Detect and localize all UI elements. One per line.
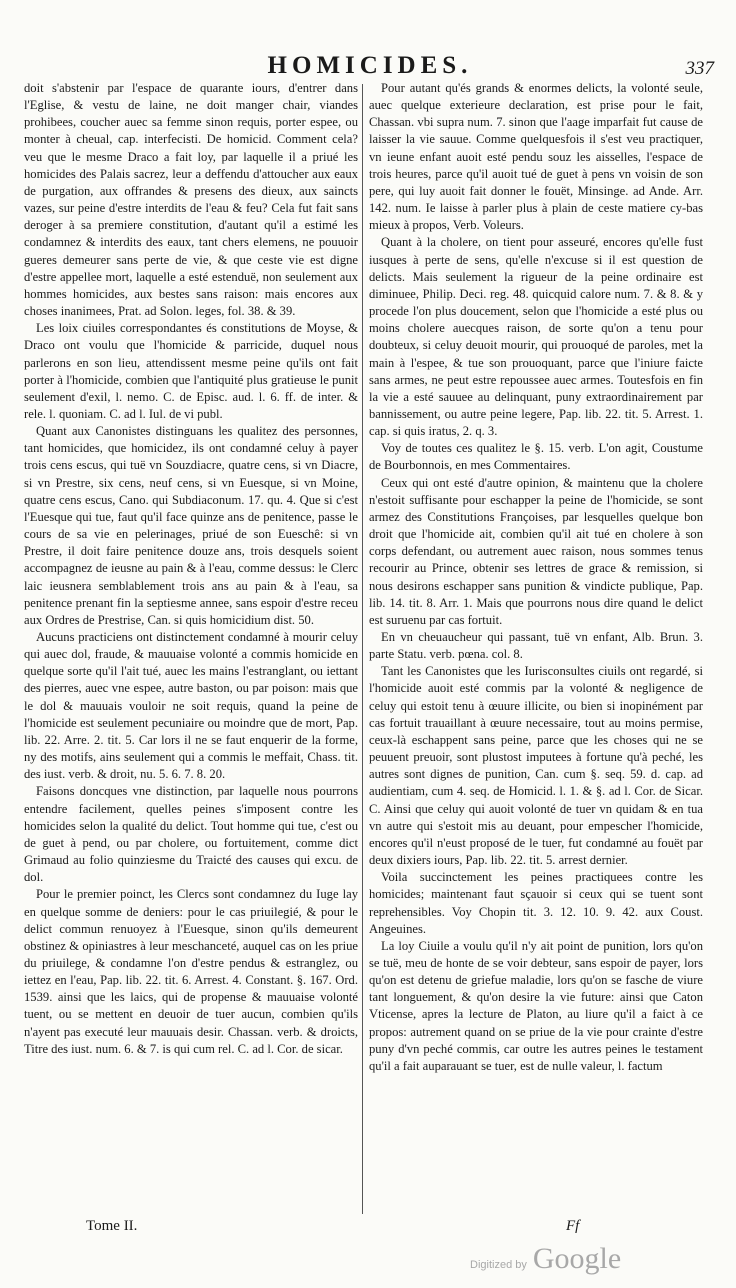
digitized-watermark (470, 1242, 621, 1276)
paragraph: Quant à la cholere, on tient pour asseuré, encores qu'elle fust iusques à perte de sens, qu'elle n'excuse si il est question de delicts. Mais seulement la rigueur de la peine ordinaire est diminuee, Philip. Deci. reg. 48. quicquid calore num. 7. & 8. & y procede l'on plus doucement, selon que l'homicide a esté plus ou moins cholere auecques raison, de sorte qu'on a tenu pour doubteux, si celuy deuoit mourir, qui prouoqué de paroles, met la main à l'espee, & tue son prouoquant, parce que l'iniure faicte sans armes, ne peut estre repoussee auec armes. Toutesfois en fin la vie a esté sauuee au delinquant, puny extraordinairement par bannissement, ou autre peine legere, Pap. lib. 22. tit. 5. Arrest. 1. cap. si quis iratus, 2. q. 3. (369, 235, 703, 439)
paragraph: Pour le premier poinct, les Clercs sont condamnez du Iuge lay en quelque somme de deniers: pour le cas priuilegié, & pour le delict commun renuoyez à l'Euesque, sinon qu'ils demeurent obstinez & opiniastres à leur meschanceté, auquel cas on les priue du priuilege, & condamne l'on d'estre pendus & estranglez, ou iettez en l'eau, Pap. lib. 22. tit. 6. Arrest. 4. Constant. §. 167. Ord. 1539. ainsi que les laics, qui de propense & mauuaise volonté tuent, ou se mettent en deuoir de tuer aucun, combien qu'ils n'ayent pas executé leur mauuais desir. Chassan. verb. & droicts, Titre des iust. num. 6. & 7. is qui cum rel. C. ad l. Cor. de sicar. (24, 887, 358, 1056)
column-divider (362, 84, 363, 1214)
paragraph: Quant aux Canonistes distinguans les qualitez des personnes, tant homicides, que homicidez, ils ont condamné celuy à payer trois cens escus, qui tuë vn Souzdiacre, quatre cens, si vn Diacre, si vn Prestre, six cens, neuf cens, si vn Euesque, si vn Moine, quatre cens escus, Cano. qui Subdiaconum. 17. qu. 4. Que si c'est l'Euesque qui tue, faut qu'il face quinze ans de penitence, passe le cours de sa vie en pelerinages, priué de son Eueschê: si vn Prestre, il doit faire penitence douze ans, trois desquels soient accompagnez de ieusne au pain & à l'eau, comme dessus: le Clerc laic ieusnera semblablement trois ans au pain & à l'eau, sa penitence prenant fin la septiesme annee, sans espoir d'estre receu aux Ordres de Prestrise, Can. si quis homicidium dist. 50. (24, 424, 358, 627)
watermark-prefix: Digitized by (470, 1259, 527, 1271)
volume-label: Tome II. (86, 1218, 138, 1234)
paragraph: En vn cheuaucheur qui passant, tuë vn enfant, Alb. Brun. 3. parte Statu. verb. pœna. col. 8. (369, 630, 703, 662)
paragraph: Voy de toutes ces qualitez le §. 15. verb. L'on agit, Coustume de Bourbonnois, en mes Commentaires. (369, 441, 703, 473)
paragraph: doit s'abstenir par l'espace de quarante iours, d'entrer dans l'Eglise, & vestu de laine, ne doit manger chair, viandes prohibees, coucher auec sa femme sinon requis, porter espee, ou monter à cheual, cap. interfecisti. De homicid. Comment cela? veu que le mesme Draco a fait loy, par laquelle il a priué les homicides des Palais sacrez, leur a deffendu d'attoucher aux eaux de purgation, aux offrandes & presens des dieux, aux saincts vazes, sur peine d'estre interdits de l'eau & feu? Cela fut fait sans deroger à sa premiere constitution, d'autant qu'il a estimé les condamnez & interdits des eaux, tant chers elemens, ne pouuoir gueres demeurer sans perte de vie, & que ceste vie est digne d'estre appellee mort, laquelle a esté estenduë, non seulement aux hommes homicides, aux bestes sans raison: mais encores aux choses inanimees, Prat. ad Solon. leges, fol. 38. & 39. (24, 81, 358, 319)
paragraph: Tant les Canonistes que les Iurisconsultes ciuils ont regardé, si l'homicide auoit esté commis par la volonté & negligence de celuy qui estoit tenu à œuure illicite, ou bien si inopinément par cas fortuit trauaillant à œuure necessaire, tout au moins permise, ceux-là eschappent sans peine, parce que les choses qui ne se peuuent preuoir, sont plustost imputees à fortune qu'à peché, les autres sont dignes de punition, Can. cum §. seq. 59. d. cap. ad audientiam, cum 4. seq. de Homicid. l. 1. & §. ad l. Cor. de Sicar. C. Ainsi que celuy qui auoit volonté de tuer vn quidam & en tua vn autre qui s'estoit mis au deuant, pour empescher l'homicide, encores qu'il n'eust proposé de le tuer, fut condamné au fouët par deux dixiers iours, Pap. lib. 22. tit. 5. arrest dernier. (369, 664, 703, 868)
right-column (369, 80, 703, 1075)
left-column (24, 80, 358, 1058)
paragraph: La loy Ciuile a voulu qu'il n'y ait point de punition, lors qu'on se tuë, meu de honte de se voir debteur, sans espoir de payer, lors qu'on est detenu de griefue maladie, lors qu'on se fasche de viure tant longuement, & qu'on desire la vie future: ainsi que Caton Vticense, apres la lecture de Platon, au liure qu'il a faict à ce propos: autrement quand on se priue de la vie pour crainte d'estre puny d'vn peché commis, car outre les autres peines le testament qu'il a fait auparauant se tuer, est de nulle valeur, l. factum (369, 938, 703, 1073)
paragraph: Les loix ciuiles correspondantes és constitutions de Moyse, & Draco ont voulu que l'homicide & parricide, duquel nous parlerons en son lieu, attendissent mesme peine qu'ils ont fait porter à l'homicide, combien que l'antiquité plus gratieuse le punit seulement d'exil, l. nemo. C. de Episc. aud. l. 6. ff. de inter. & rele. l. quoniam. C. ad l. Iul. de vi publ. (24, 321, 358, 421)
paragraph: Voila succinctement les peines practiquees contre les homicides; maintenant faut sçauoir si ceux qui se tuent sont reprehensibles. Voy Chopin tit. 3. 12. 10. 9. 42. aux Coust. Angeuines. (369, 870, 703, 936)
google-logo: Google (532, 1242, 622, 1275)
paragraph: Ceux qui ont esté d'autre opinion, & maintenu que la cholere n'estoit suffisante pour eschapper la peine de l'homicide, se sont armez des Constitutions Françoises, par lesquelles quelque bon droit que l'homicide ait, combien qu'il ait tué en cholere à son corps defendant, ou autrement auec raison, nous sommes tenus recourir au Prince, obtenir ses lettres de grace & remission, si nous desirons eschapper sans punition & vindicte publique, Pap. lib. 14. tit. 8. Arr. 1. Mais que pourrons nous dire quand le delict est suruenu par cas fortuit. (369, 475, 703, 627)
running-title: HOMICIDES. (267, 52, 473, 79)
signature-mark: Ff (566, 1218, 580, 1234)
paragraph: Aucuns practiciens ont distinctement condamné à mourir celuy qui auec dol, fraude, & mauuaise volonté a commis homicide en quelque sorte qu'il l'ait tué, auec les mains l'estranglant, ou iettant des pierres, auec vne espee, autre baston, ou par poison: mais que le dol & mauuais vouloir ne soit requis, quand la peine de l'homicide est seulement pecuniaire ou moindre que de mort, Pap. lib. 22. Arre. 2. tit. 5. Car lors il ne se faut enquerir de la forme, ny des motifs, ains seulement qui a commis le meffait, Chass. tit. des iust. verb. & droit, nu. 5. 6. 7. 8. 20. (24, 630, 358, 782)
paragraph: Pour autant qu'és grands & enormes delicts, la volonté seule, auec quelque exterieure declaration, est prise pour le fait, Chassan. vbi supra num. 7. sinon que l'aage imparfait fut cause de laisser la vie sauue. Comme quelquesfois il s'est veu practiquer, vn ieune enfant auoit esté pendu souz les aisselles, l'espace de trois heures, parce qu'il auoit tué de guet à pens vn voisin de son pere, qui luy auoit fait donner le fouët, Minsinge. ad Ande. Arr. 142. num. Ie laisse à parler plus à plain de ceste matiere cy-bas mieux à propos, Verb. Voleurs. (369, 81, 703, 233)
paragraph: Faisons doncques vne distinction, par laquelle nous pourrons entendre facilement, quelles peines s'imposent contre les homicides selon la qualité du delict. Tout homme qui tue, c'est ou de guet à pend, ou par cholere, ou fortuitement, comme dict Grimaud au folio quinziesme du Traicté des causes qui excu. de dol. (24, 784, 358, 885)
page-number: 337 (685, 58, 714, 79)
